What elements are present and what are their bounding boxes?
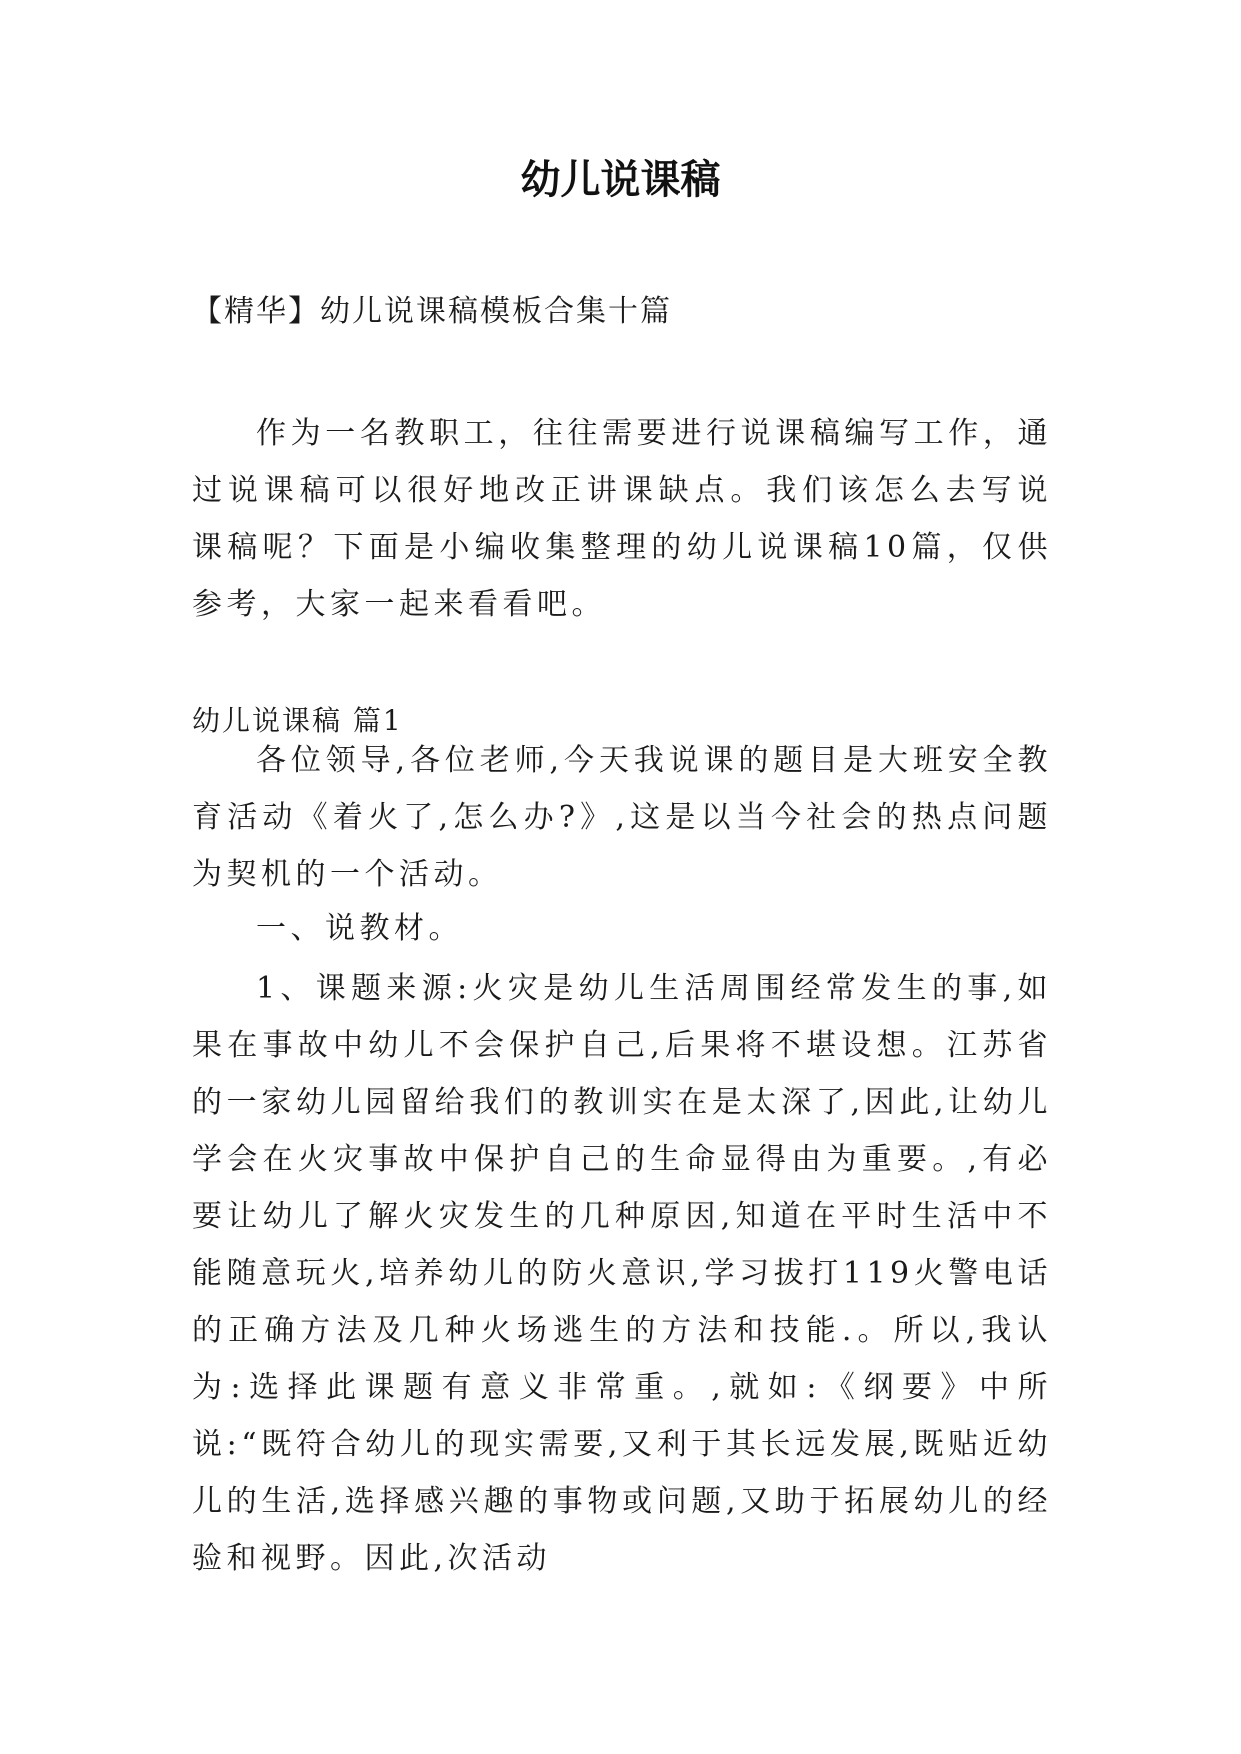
intro-paragraph: 作为一名教职工，往往需要进行说课稿编写工作，通过说课稿可以很好地改正讲课缺点。我们该怎么去写说课稿呢？下面是小编收集整理的幼儿说课稿10篇，仅供参考，大家一起来看看吧。 bbox=[192, 416, 1052, 622]
body-paragraph: 1、课题来源:火灾是幼儿生活周围经常发生的事,如果在事故中幼儿不会保护自己,后果将不堪设想。江苏省的一家幼儿园留给我们的教训实在是太深了,因此,让幼儿学会在火灾事故中保护自己的生命显得由为重要。,有必要让幼儿了解火灾发生的几种原因,知道在平时生活中不能随意玩火,培养幼儿的防火意识,学习拔打119火警电话的正确方法及几种火场逃生的方法和技能.。所以,我认为:选择此课题有意义非常重。,就如:《纲要》中所说:“既符合幼儿的现实需要,又利于其长远发展,既贴近幼儿的生活,选择感兴趣的事物或问题,又助于拓展幼儿的经验和视野。因此,次活动 bbox=[192, 971, 1052, 1576]
body-paragraph: 各位领导,各位老师,今天我说课的题目是大班安全教育活动《着火了,怎么办?》,这是以当今社会的热点问题为契机的一个活动。 bbox=[192, 743, 1052, 892]
document-subtitle: 【精华】幼儿说课稿模板合集十篇 bbox=[192, 294, 672, 329]
section-heading: 幼儿说课稿 篇1 bbox=[192, 704, 403, 737]
document-title: 幼儿说课稿 bbox=[520, 157, 721, 203]
body-paragraph: 一、说教材。 bbox=[256, 911, 463, 946]
